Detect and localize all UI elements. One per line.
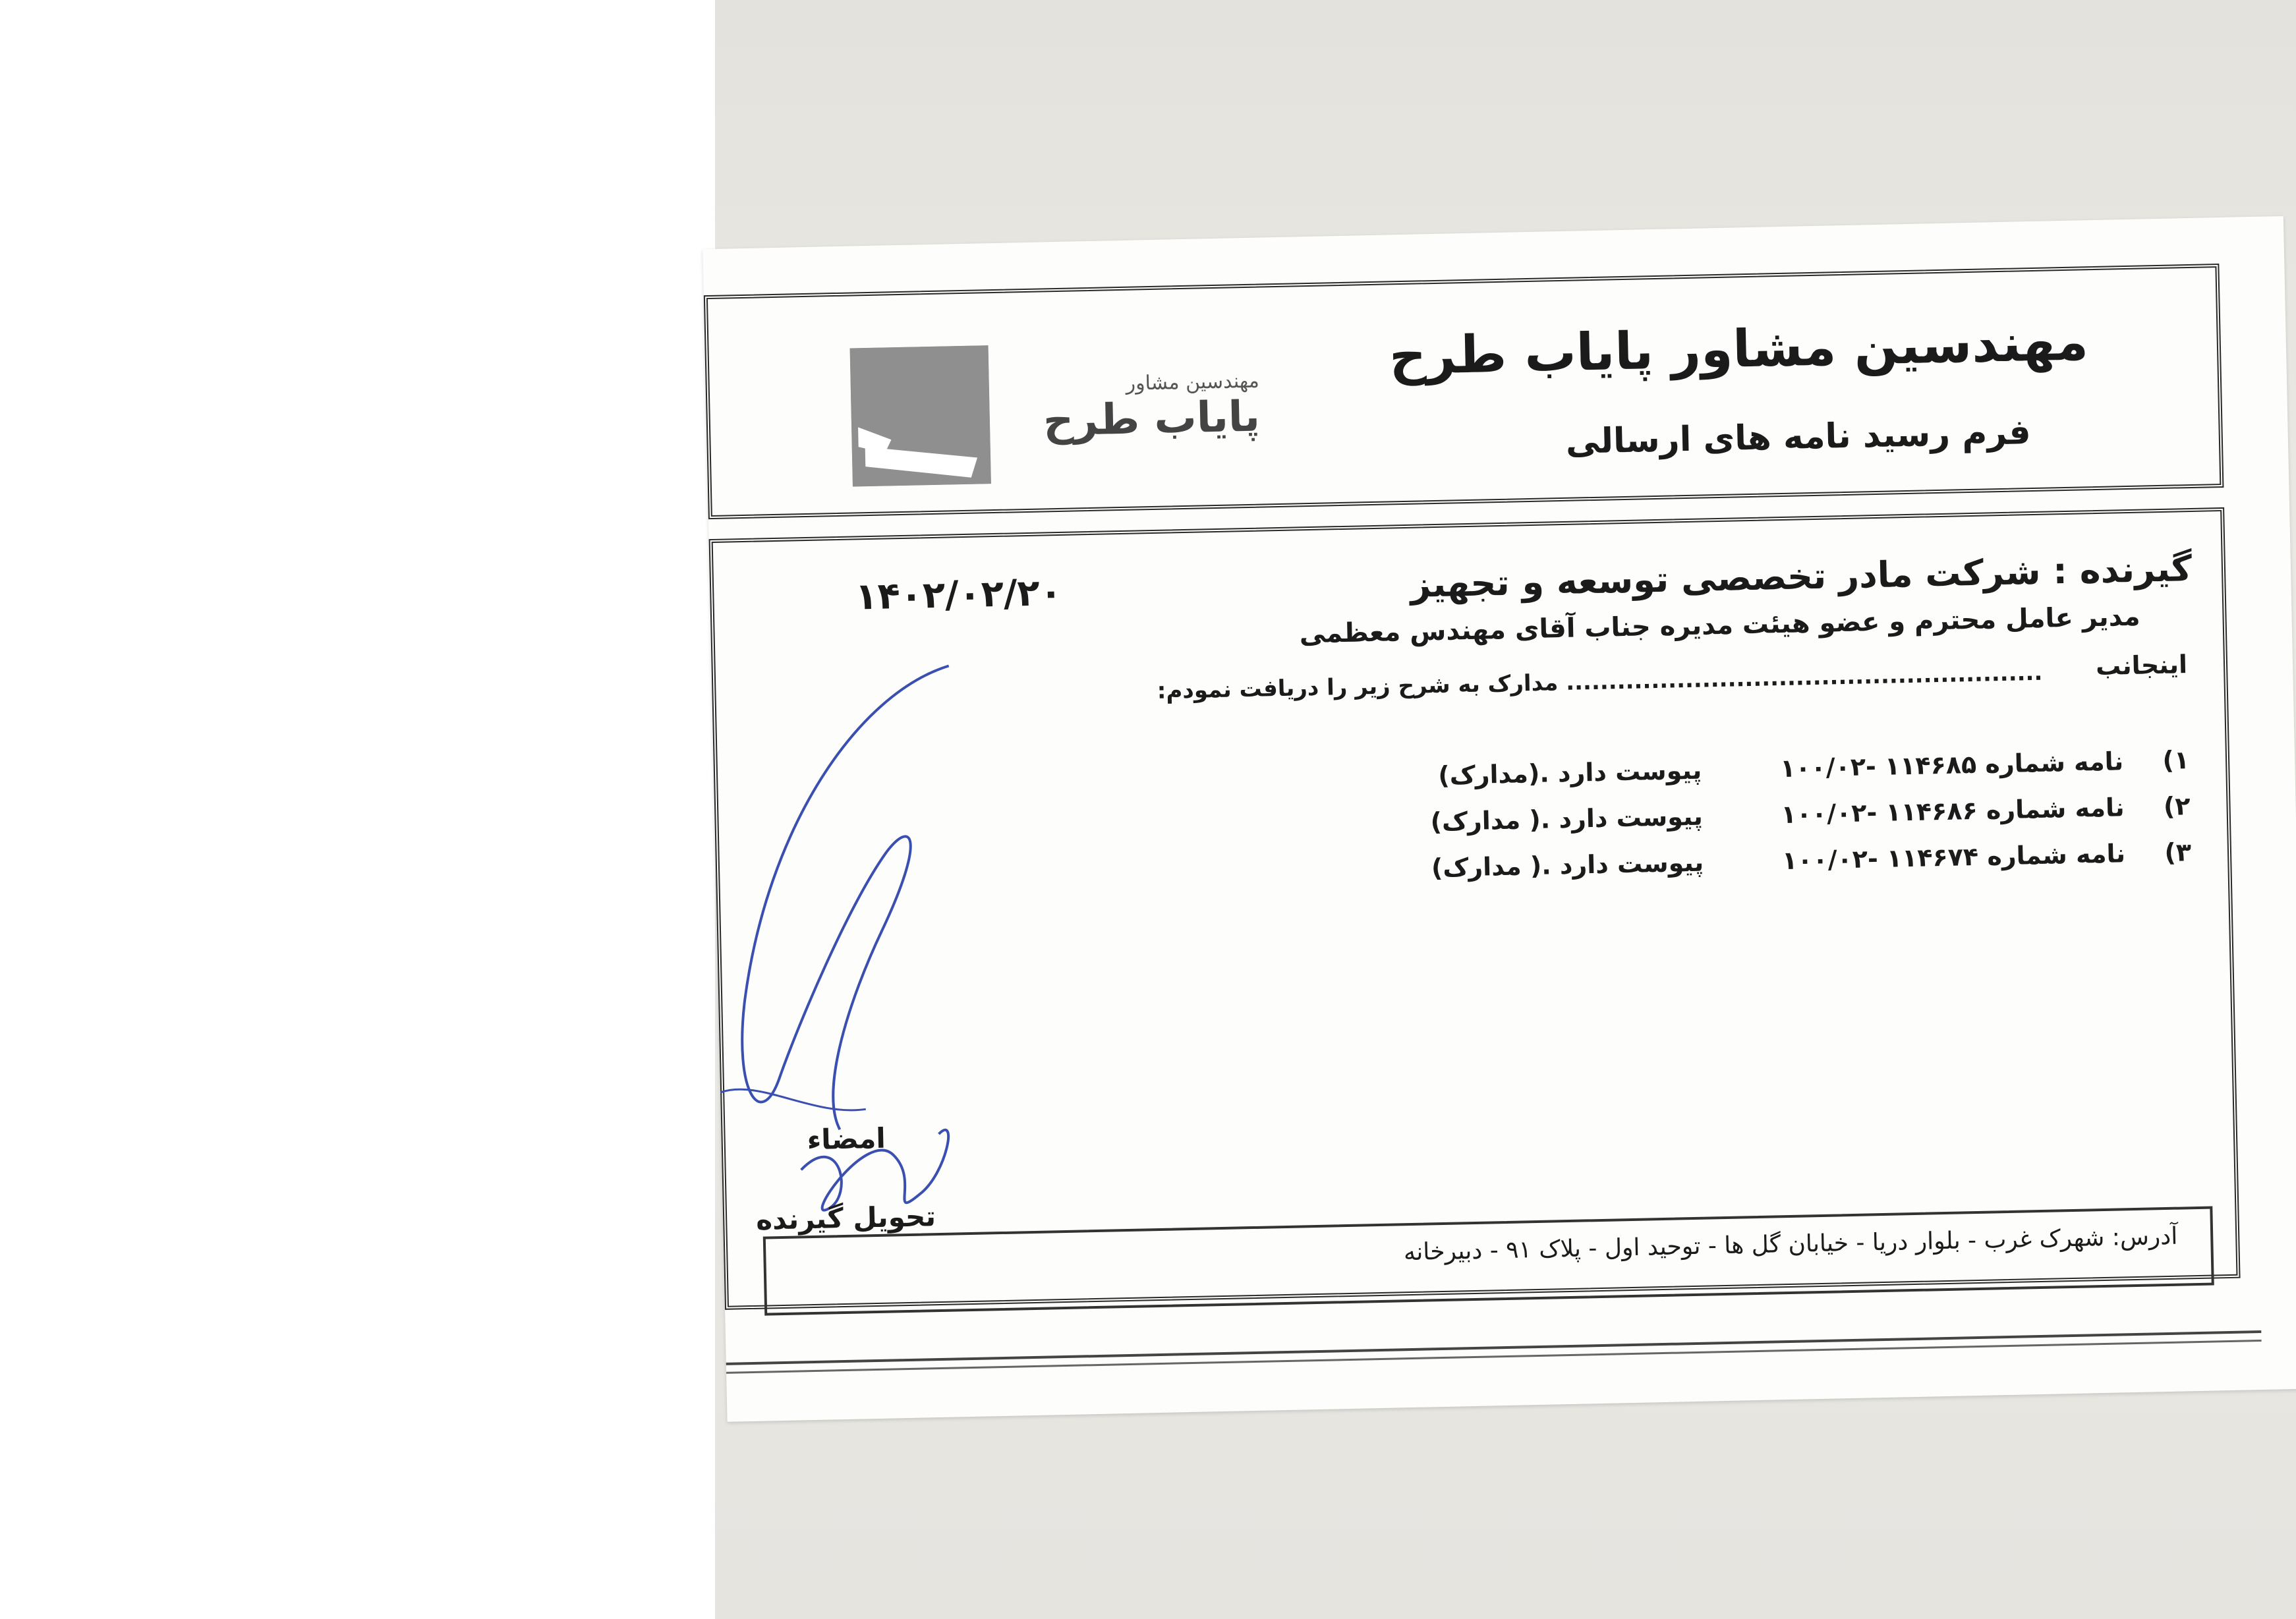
- letter-date: ۱۴۰۲/۰۲/۲۰: [854, 571, 1063, 619]
- item-reference: نامه شماره ۱۱۴۶۸۶ -۱۰۰/۰۲: [1781, 793, 2125, 830]
- company-logo: [850, 345, 991, 486]
- company-name: مهندسین مشاور پایاب طرح: [1389, 312, 2089, 387]
- item-attachment: پیوست دارد .( مدارک): [1430, 801, 1704, 837]
- item-index: ۳): [2164, 838, 2192, 867]
- item-index: ۱): [2162, 745, 2190, 775]
- item-reference: نامه شماره ۱۱۴۶۸۵ -۱۰۰/۰۲: [1779, 747, 2124, 783]
- signature-label: امضاء: [807, 1122, 886, 1156]
- ack-text: ........................................................ مدارک به شرح زیر را دریافت نمودم:: [1157, 659, 2043, 704]
- bottom-divider: [726, 1330, 2262, 1374]
- item-attachment: پیوست دارد .( مدارک): [1431, 847, 1704, 883]
- addressee-line: مدیر عامل محترم و عضو هیئت مدیره جناب آقای مهندس معظمی: [1299, 601, 2140, 650]
- recipient-line: گیرنده : شرکت مادر تخصصی توسعه و تجهیز: [1410, 547, 2193, 606]
- ack-label: اینجانب: [2095, 650, 2188, 681]
- logo-wordmark: [1021, 370, 1260, 447]
- form-title: فرم رسید نامه های ارسالی: [1565, 412, 2032, 462]
- item-index: ۲): [2163, 791, 2191, 821]
- delivery-label: تحویل گیرنده: [755, 1200, 936, 1236]
- receipt-form: [703, 216, 2296, 1422]
- logo-subtitle: مهندسین مشاور: [1126, 369, 1260, 395]
- item-attachment: پیوست دارد .(مدارک): [1437, 755, 1702, 790]
- item-reference: نامه شماره ۱۱۴۶۷۴ -۱۰۰/۰۲: [1781, 839, 2126, 876]
- logo-title: پایاب طرح: [1043, 392, 1261, 446]
- address-text: آدرس: شهرک غرب - بلوار دریا - خیابان گل ها - توحید اول - پلاک ۹۱ - دبیرخانه: [1403, 1222, 2178, 1266]
